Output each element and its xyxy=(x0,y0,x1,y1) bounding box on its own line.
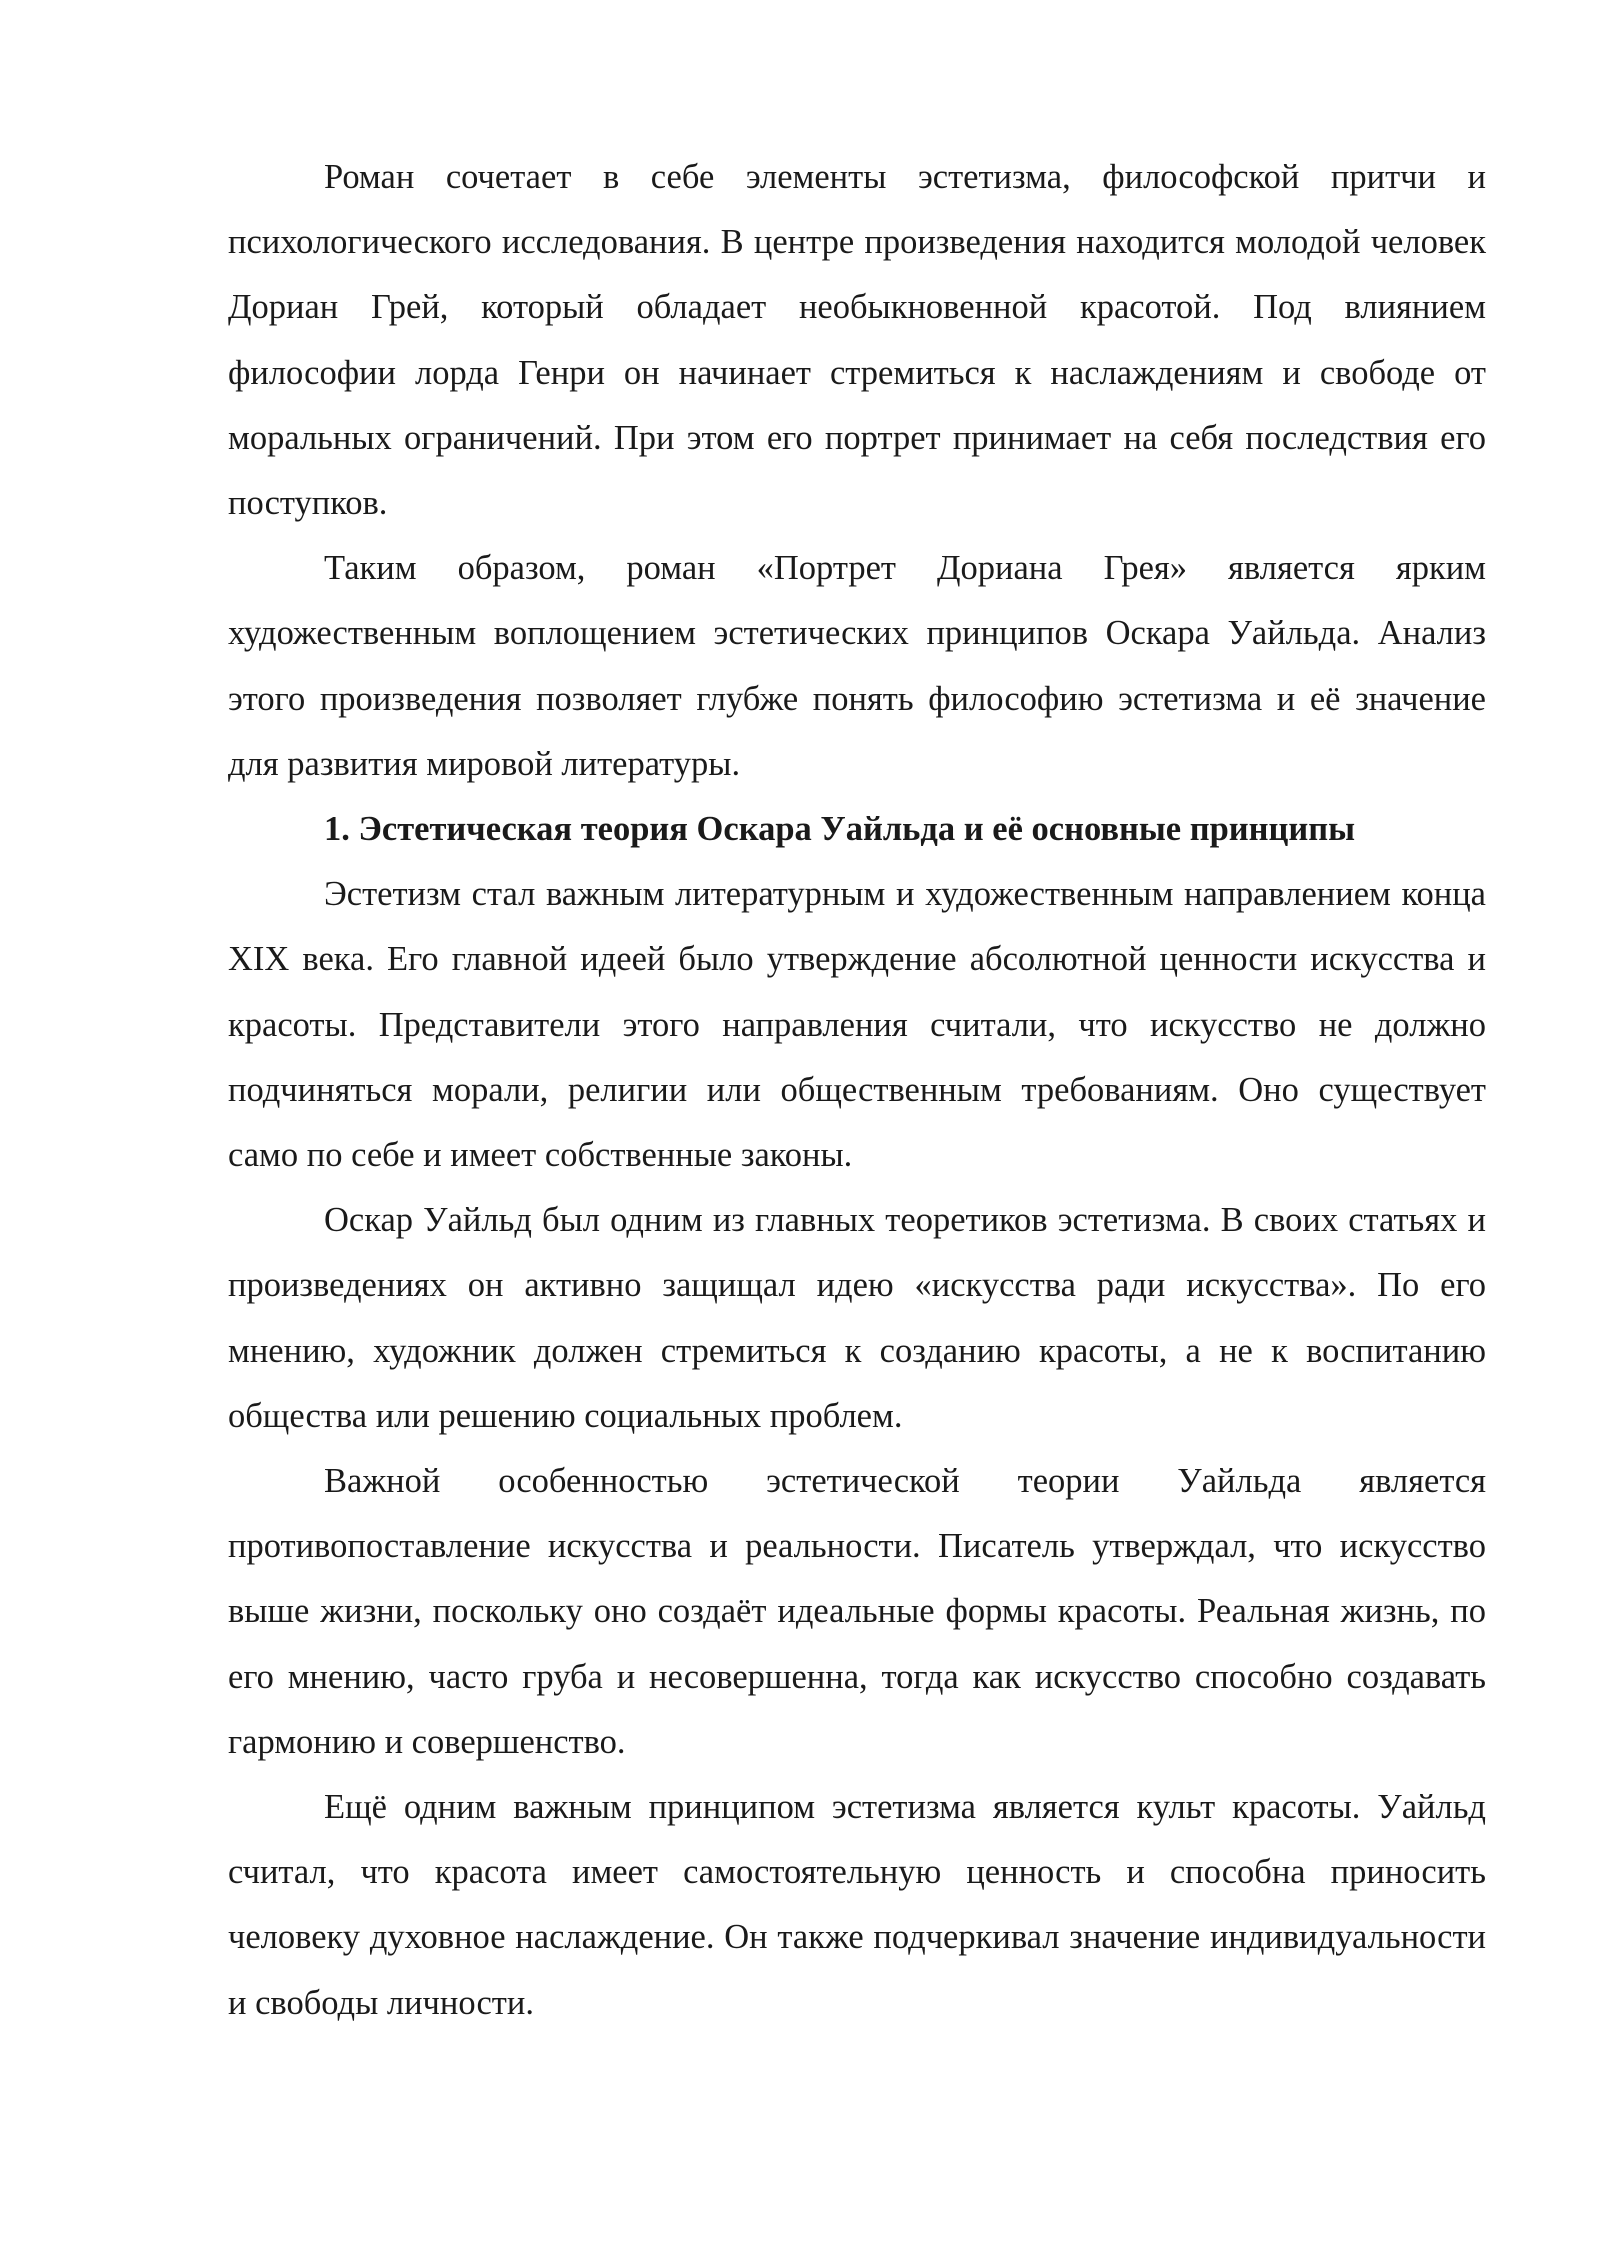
intro-paragraph-1: Роман сочетает в себе элементы эстетизма, философской притчи и психологического исследования. В центре произведения находится молодой человек Дориан Грей, который обладает необыкновенной красотой. Под влиянием философии лорда Генри он начинает стремиться к наслаждениям и свободе от моральных ограничений. При этом его портрет принимает на себя последствия его поступков. xyxy=(228,158,1486,523)
intro-paragraph-2: Таким образом, роман «Портрет Дориана Грея» является ярким художественным воплощением эстетических принципов Оскара Уайльда. Анализ этого произведения позволяет глубже понять философию эстетизма и её значение для развития мировой литературы. xyxy=(228,549,1486,783)
section-heading: 1. Эстетическая теория Оскара Уайльда и её основные принципы xyxy=(324,810,1356,849)
section-paragraph-2: Оскар Уайльд был одним из главных теоретиков эстетизма. В своих статьях и произведениях он активно защищал идею «искусства ради искусства». По его мнению, художник должен стремиться к созданию красоты, а не к воспитанию общества или решению социальных проблем. xyxy=(228,1201,1486,1435)
section-paragraph-3: Важной особенностью эстетической теории Уайльда является противопоставление искусства и реальности. Писатель утверждал, что искусство выше жизни, поскольку оно создаёт идеальные формы красоты. Реальная жизнь, по его мнению, часто груба и несовершенна, тогда как искусство способно создавать гармонию и совершенство. xyxy=(228,1462,1486,1761)
section-paragraph-4: Ещё одним важным принципом эстетизма является культ красоты. Уайльд считал, что красота имеет самостоятельную ценность и способна приносить человеку духовное наслаждение. Он также подчеркивал значение индивидуальности и свободы личности. xyxy=(228,1788,1486,2022)
section-paragraph-1: Эстетизм стал важным литературным и художественным направлением конца XIX века. Его главной идеей было утверждение абсолютной ценности искусства и красоты. Представители этого направления считали, что искусство не должно подчиняться морали, религии или общественным требованиям. Оно существует само по себе и имеет собственные законы. xyxy=(228,875,1486,1175)
document-page xyxy=(228,145,1486,2036)
